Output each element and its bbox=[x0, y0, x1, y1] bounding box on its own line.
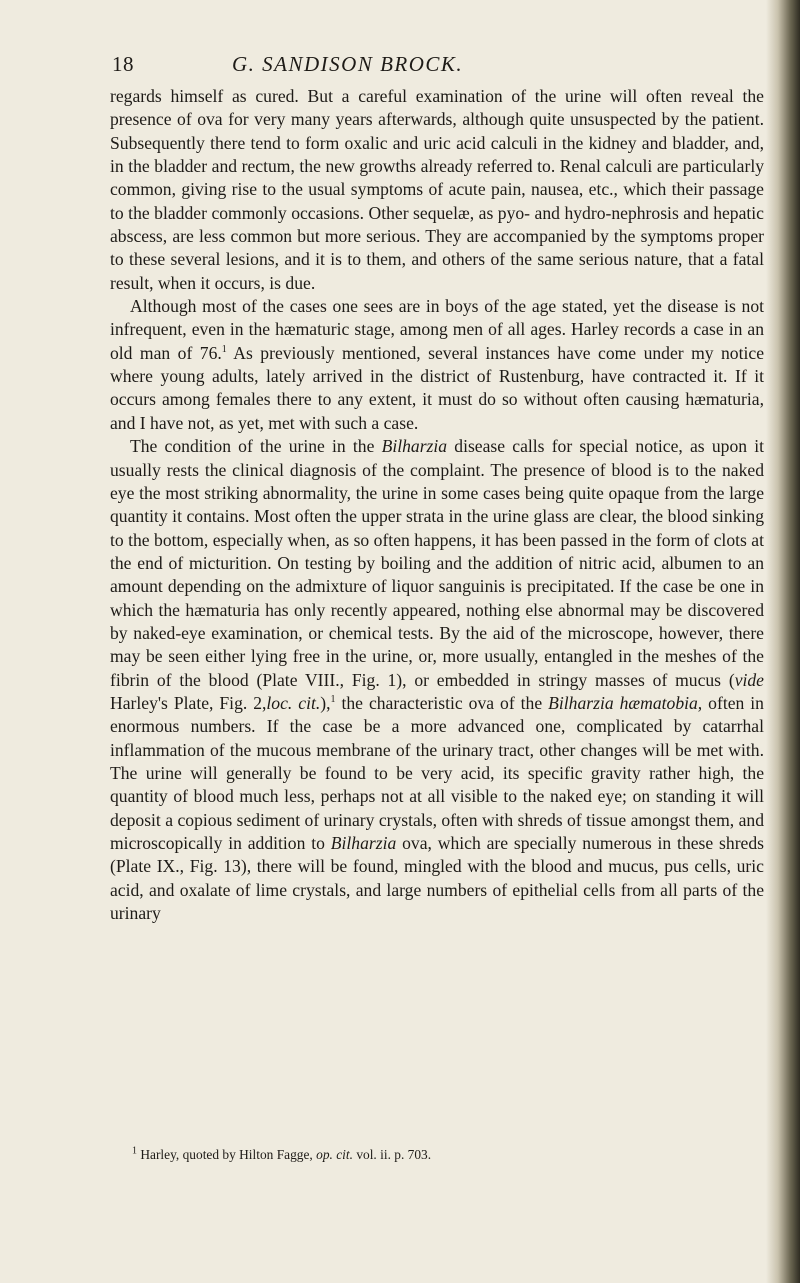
footnote-text-a: Harley, quoted by Hilton Fagge, bbox=[137, 1147, 317, 1162]
paragraph-3-text-e: the characteristic ova of the bbox=[335, 692, 549, 713]
paragraph-3-text-d: ), bbox=[320, 692, 331, 713]
italic-term: Bilharzia hæmatobia, bbox=[548, 692, 703, 713]
running-head: G. SANDISON BROCK. bbox=[232, 52, 464, 76]
footnote-text-b: vol. ii. p. 703. bbox=[352, 1147, 432, 1162]
paragraph-3-text-b: disease calls for special notice, as upon it usually rests the clinical diagnosis of the complaint. The presence of blood is to the naked eye the most striking abnormality, the urine in some cases being quite opaque from the large quantity it contains. Most often the upper strata in the urine glass are clear, the blood sinking to the bottom, especially when, as so often happens, it has been passed in the form of clots at the end of micturition. On testing by boiling and the addition of nitric acid, albumen to an amount depending on the admixture of liquor sanguinis is precipitated. If the case be one in which the hæmaturia has only recently appeared, nothing else abnormal may be discovered by naked-eye examination, or chemical tests. By the aid of the microscope, however, there may be seen either lying free in the urine, or, more usually, entangled in the meshes of the fibrin of the blood (Plate VIII., Fig. 1), or embedded in stringy masses of mucus ( bbox=[110, 436, 764, 690]
paragraph-3-text-a: The condition of the urine in the bbox=[130, 436, 382, 457]
paragraph-3-text-g: ova, which are specially numerous in these shreds (Plate IX., Fig. 13), there will be found, mingled with the blood and mucus, pus cells, uric acid, and oxalate of lime crystals, and large numbers of epithelial cells from all parts of the urinary bbox=[110, 833, 765, 924]
italic-term: Bilharzia bbox=[381, 436, 448, 457]
paragraph-1-text: regards himself as cured. But a careful examination of the urine will often reveal the presence of ova for very many years afterwards, although quite unsuspected by the patient. Subsequently there tend to form oxalic and uric acid calculi in the kidney and bladder, and, in the bladder and rectum, the new growths already referred to. Renal calculi are particularly common, giving rise to the usual symptoms of acute pain, nausea, etc., which their passage to the bladder commonly occasions. Other sequelæ, as pyo- and hydro-nephrosis and hepatic abscess, are less common but more serious. They are accompanied by the symptoms proper to these several lesions, and it is to them, and others of the same serious nature, that a fatal result, when it occurs, is due. bbox=[110, 86, 764, 293]
footnote-italic: op. cit. bbox=[316, 1147, 353, 1162]
paragraph-2-text-a: Although most of the cases one sees are in boys of the age stated, yet the disease is not infrequent, even in the hæmaturic stage, among men of all ages. Harley records a case in an old man of 76. bbox=[110, 296, 764, 363]
paragraph-3-text-c: Harley's Plate, Fig. 2, bbox=[110, 692, 267, 713]
paragraph-2 bbox=[110, 295, 764, 435]
footnote-mark: 1 bbox=[132, 1145, 137, 1157]
paragraph-3 bbox=[110, 435, 764, 925]
footnote-ref: 1 bbox=[221, 343, 227, 355]
body-text bbox=[110, 85, 764, 925]
italic-term: loc. cit. bbox=[266, 692, 321, 713]
page-number: 18 bbox=[112, 52, 134, 76]
footnote bbox=[132, 1146, 752, 1164]
italic-term: Bilharzia bbox=[330, 833, 397, 853]
paragraph-1 bbox=[110, 85, 764, 295]
page-edge-shadow bbox=[766, 0, 800, 1283]
italic-term: vide bbox=[734, 669, 764, 690]
page-header bbox=[112, 52, 740, 82]
paragraph-2-text-b: As previously mentioned, several instances have come under my notice where young adults, lately arrived in the district of Rustenburg, have contracted it. If it occurs among females there to any extent, it must do so without often causing hæmaturia, and I have not, as yet, met with such a case. bbox=[110, 342, 765, 433]
footnote-ref: 1 bbox=[330, 694, 336, 706]
paragraph-3-text-f: often in enormous numbers. If the case be a more advanced one, complicated by catarrhal inflammation of the mucous membrane of the urinary tract, other changes will be met with. The urine will generally be found to be very acid, its specific gravity rather high, the quantity of blood much less, perhaps not at all visible to the naked eye; on standing it will deposit a copious sediment of urinary crystals, often with shreds of tissue amongst them, and microscopically in addition to bbox=[110, 692, 764, 853]
